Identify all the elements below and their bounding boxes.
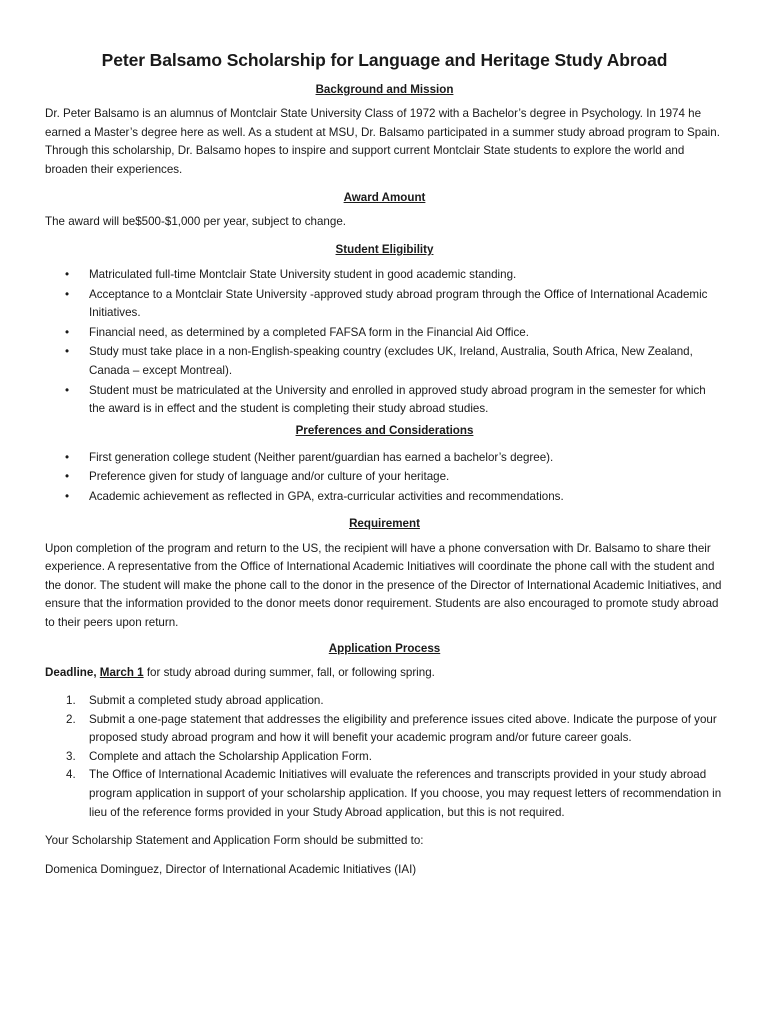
- list-item-text: Submit a one-page statement that addresses the eligibility and preference issues cited above. Indicate the purpose of your proposed study abroad program and how it will benefit your academic program and/or future career goals.: [89, 712, 717, 745]
- bullet-mark: •: [65, 489, 70, 503]
- list-item-text: Preference given for study of language and/or culture of your heritage.: [89, 470, 450, 484]
- application-steps: [45, 692, 724, 822]
- bullet-mark: •: [65, 383, 70, 397]
- preferences-heading: Preferences and Considerations: [295, 423, 474, 437]
- list-item-text: Matriculated full-time Montclair State University student in good academic standing.: [89, 267, 517, 281]
- award-paragraph: The award will be$500-$1,000 per year, subject to change.: [45, 215, 346, 229]
- requirement-paragraph: Upon completion of the program and return to the US, the recipient will have a phone conversation with Dr. Balsamo to share their experience. A representative from the Office of International Academic Initiatives will coordinate the phone call with the student and the donor. The student will make the phone call to the donor in the presence of the Director of International Academic Initiatives, and ensure that the information provided to the donor meets donor requirement. Students are also encouraged to promote study abroad to their peers upon return.: [45, 541, 722, 629]
- list-item: [45, 766, 724, 822]
- background-paragraph: Dr. Peter Balsamo is an alumnus of Montclair State University Class of 1972 with a Bachelor’s degree in Psychology. In 1974 he earned a Master’s degree here as well. As a student at MSU, Dr. Balsamo participated in a summer study abroad program to Spain. Through this scholarship, Dr. Balsamo hopes to inspire and support current Montclair State students to explore the world and broaden their experiences.: [45, 107, 720, 176]
- list-item-text: First generation college student (Neither parent/guardian has earned a bachelor’s degree).: [89, 450, 554, 464]
- background-heading: Background and Mission: [315, 83, 454, 96]
- step-number: 4.: [66, 768, 76, 782]
- submit-paragraph: Your Scholarship Statement and Application Form should be submitted to:: [45, 834, 424, 848]
- list-item-text: Acceptance to a Montclair State University -approved study abroad program through the Office of International Academic Initiatives.: [89, 287, 708, 320]
- list-item-text: Student must be matriculated at the University and enrolled in approved study abroad program in the semester for which the award is in effect and the student is completing their study abroad studies.: [89, 383, 706, 416]
- requirement-heading: Requirement: [349, 516, 420, 530]
- step-number: 3.: [66, 749, 76, 763]
- bullet-mark: •: [65, 450, 70, 464]
- list-item: [45, 748, 724, 767]
- step-number: 1.: [66, 694, 76, 708]
- bullet-mark: •: [65, 267, 70, 281]
- list-item: [45, 382, 724, 419]
- list-item: [45, 488, 724, 507]
- list-item: [45, 711, 724, 748]
- eligibility-list: [45, 266, 724, 419]
- list-item-text: Academic achievement as reflected in GPA, extra-curricular activities and recommendations.: [89, 489, 564, 503]
- contact-paragraph: Domenica Dominguez, Director of International Academic Initiatives (IAI): [45, 862, 417, 876]
- list-item: [45, 266, 724, 285]
- eligibility-heading: Student Eligibility: [335, 242, 434, 256]
- award-heading: Award Amount: [343, 191, 426, 205]
- deadline-line: [45, 664, 724, 683]
- deadline-date: March 1: [99, 666, 144, 680]
- deadline-text: for study abroad during summer, fall, or following spring.: [143, 666, 435, 680]
- list-item-text: Complete and attach the Scholarship Application Form.: [89, 749, 372, 763]
- list-item-text: Financial need, as determined by a completed FAFSA form in the Financial Aid Office.: [89, 325, 529, 339]
- bullet-mark: •: [65, 287, 70, 301]
- bullet-mark: •: [65, 325, 70, 339]
- application-heading: Application Process: [328, 642, 441, 656]
- bullet-mark: •: [65, 345, 70, 359]
- deadline-label: Deadline,: [45, 666, 97, 680]
- list-item-text: The Office of International Academic Initiatives will evaluate the references and transcripts provided in your study abroad program application in support of your scholarship application. If you choose, you may request letters of recommendation in lieu of the reference forms provided in your Study Abroad application, but this is not required.: [89, 768, 722, 819]
- list-item: [45, 343, 724, 380]
- list-item-text: Study must take place in a non-English-speaking country (excludes UK, Ireland, Australia, South Africa, New Zealand, Canada – except Montreal).: [89, 345, 693, 377]
- list-item-text: Submit a completed study abroad application.: [89, 694, 324, 708]
- step-number: 2.: [66, 712, 76, 726]
- list-item: [45, 286, 724, 323]
- document-title: Peter Balsamo Scholarship for Language and Heritage Study Abroad: [101, 50, 668, 70]
- list-item: [45, 449, 724, 468]
- preferences-list: [45, 449, 724, 507]
- list-item: [45, 692, 724, 711]
- bullet-mark: •: [65, 470, 70, 484]
- list-item: [45, 468, 724, 487]
- list-item: [45, 324, 724, 343]
